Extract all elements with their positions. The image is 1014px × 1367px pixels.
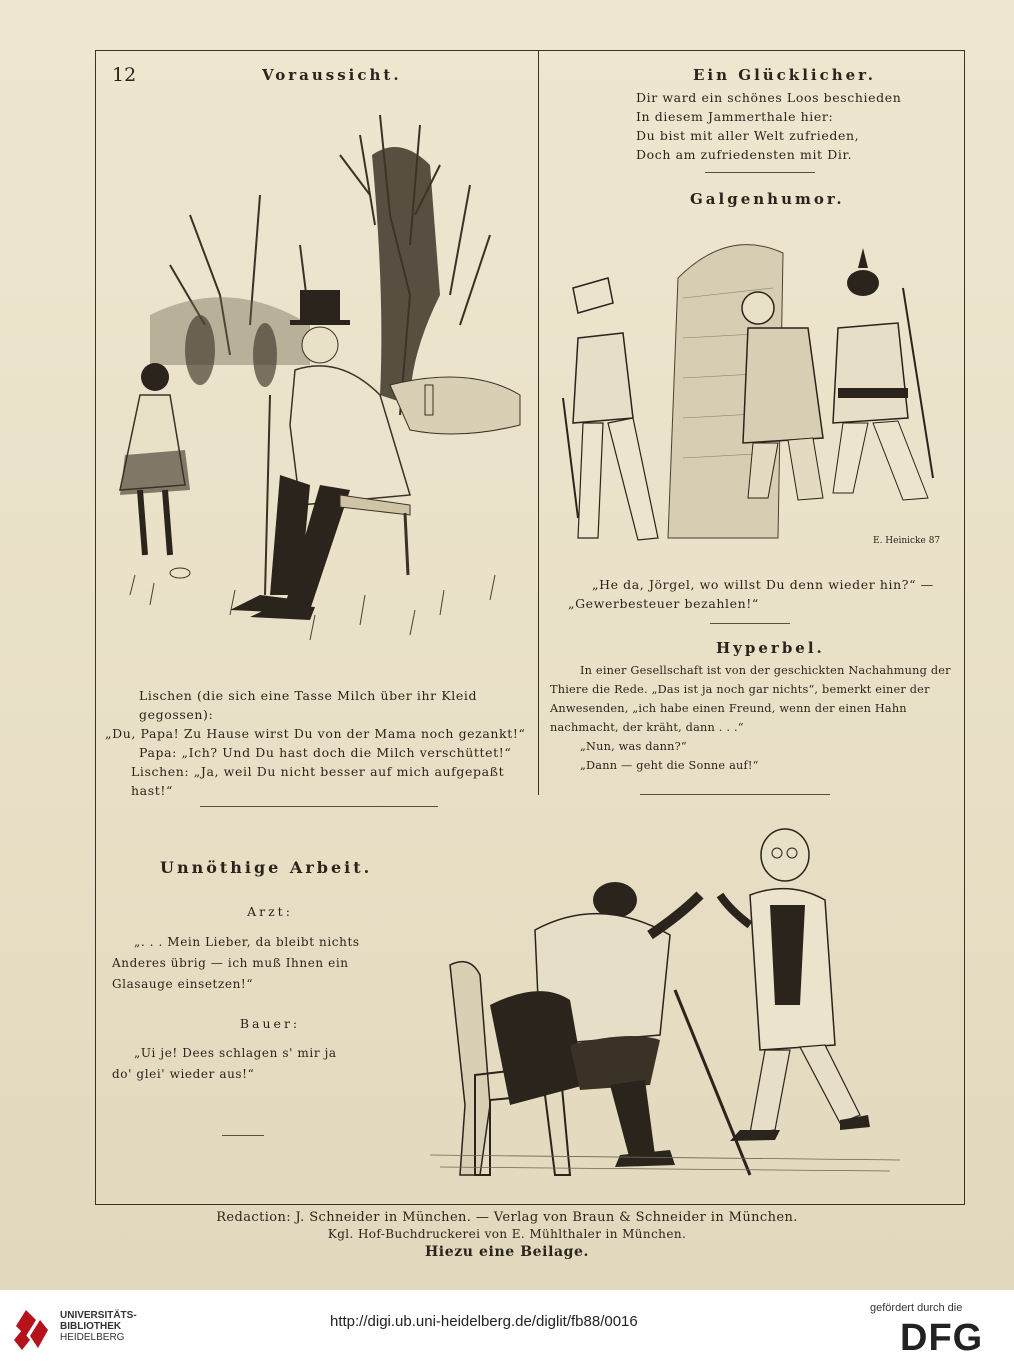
speech-line: „. . . Mein Lieber, da bleibt nichts <box>134 935 360 949</box>
hyperbel-line: In einer Gesellschaft ist von der geschickten Nachahmung der <box>580 664 951 677</box>
supplement-note: Hiezu eine Beilage. <box>424 1244 590 1260</box>
section-divider <box>640 794 830 795</box>
hyperbel-line: Anwesenden, „ich habe einen Freund, wenn der einen Hahn <box>550 702 907 715</box>
section-divider <box>705 172 815 173</box>
galgenhumor-title: Galgenhumor. <box>690 190 845 208</box>
speech-line: Glasauge einsetzen!“ <box>112 977 254 991</box>
library-name-line: HEIDELBERG <box>60 1332 125 1343</box>
poem-line: In diesem Jammerthale hier: <box>636 109 834 124</box>
permalink-url[interactable]: http://digi.ub.uni-heidelberg.de/diglit/fb88/0016 <box>330 1313 638 1330</box>
voraussicht-line: Lischen (die sich eine Tasse Milch über ihr Kleid gegossen): <box>139 688 478 722</box>
library-logo-icon <box>12 1306 50 1352</box>
voraussicht-text <box>105 686 535 800</box>
column-divider <box>538 50 539 795</box>
section-divider <box>710 623 790 624</box>
imprint-line: Redaction: J. Schneider in München. — Verlag von Braun & Schneider in München. <box>216 1210 798 1225</box>
speech-line: do' glei' wieder aus!“ <box>112 1067 255 1081</box>
sponsor-text: gefördert durch die <box>870 1302 963 1314</box>
hyperbel-line: „Dann — geht die Sonne auf!“ <box>580 759 759 772</box>
arbeit-title: Unnöthige Arbeit. <box>160 858 373 877</box>
imprint-line: Kgl. Hof-Buchdruckerei von E. Mühlthaler in München. <box>327 1227 687 1241</box>
poem-line: Du bist mit aller Welt zufrieden, <box>636 128 860 143</box>
voraussicht-line: Lischen: „Ja, weil Du nicht besser auf mich aufgepaßt hast!“ <box>131 764 505 798</box>
galgenhumor-line: „Gewerbesteuer bezahlen!“ <box>568 596 759 611</box>
library-name-line: BIBLIOTHEK <box>60 1321 122 1332</box>
galgenhumor-line: „He da, Jörgel, wo willst Du denn wieder hin?“ — <box>592 577 934 592</box>
arbeit-speaker: Bauer: <box>239 1016 301 1031</box>
section-divider <box>200 806 438 807</box>
hyperbel-line: nachmacht, der kräht, dann . . .“ <box>550 721 744 734</box>
hyperbel-line: „Nun, was dann?“ <box>580 740 687 753</box>
library-name-line: UNIVERSITÄTS- <box>60 1310 137 1321</box>
library-name <box>60 1310 137 1343</box>
voraussicht-line: „Du, Papa! Zu Hause wirst Du von der Mama noch gezankt!“ <box>105 726 526 741</box>
speech-line: Anderes übrig — ich muß Ihnen ein <box>112 956 349 970</box>
arbeit-speech <box>112 1043 392 1085</box>
poem-line: Dir ward ein schönes Loos beschieden <box>636 90 902 105</box>
gluecklicher-title: Ein Glücklicher. <box>693 66 876 84</box>
arbeit-speaker: Arzt: <box>247 904 293 919</box>
galgenhumor-text <box>568 575 934 613</box>
speech-line: „Ui je! Dees schlagen s' mir ja <box>134 1046 337 1060</box>
page-number: 12 <box>112 64 137 86</box>
voraussicht-illustration <box>110 95 530 675</box>
hyperbel-title: Hyperbel. <box>716 639 825 657</box>
section-divider <box>222 1135 264 1136</box>
hyperbel-text <box>550 661 962 775</box>
galgenhumor-illustration <box>548 218 963 563</box>
illustrator-signature: E. Heinicke 87 <box>873 536 941 546</box>
dfg-logo: DFG <box>900 1317 984 1359</box>
poem-line: Doch am zufriedensten mit Dir. <box>636 147 853 162</box>
arbeit-speech <box>112 932 392 995</box>
hyperbel-line: Thiere die Rede. „Das ist ja noch gar nichts“, bemerkt einer der <box>550 683 930 696</box>
gluecklicher-poem <box>636 88 901 164</box>
voraussicht-title: Voraussicht. <box>262 66 402 84</box>
voraussicht-line: Papa: „Ich? Und Du hast doch die Milch verschüttet!“ <box>139 745 512 760</box>
arbeit-illustration <box>420 815 910 1185</box>
viewer-footer <box>0 1290 1014 1367</box>
